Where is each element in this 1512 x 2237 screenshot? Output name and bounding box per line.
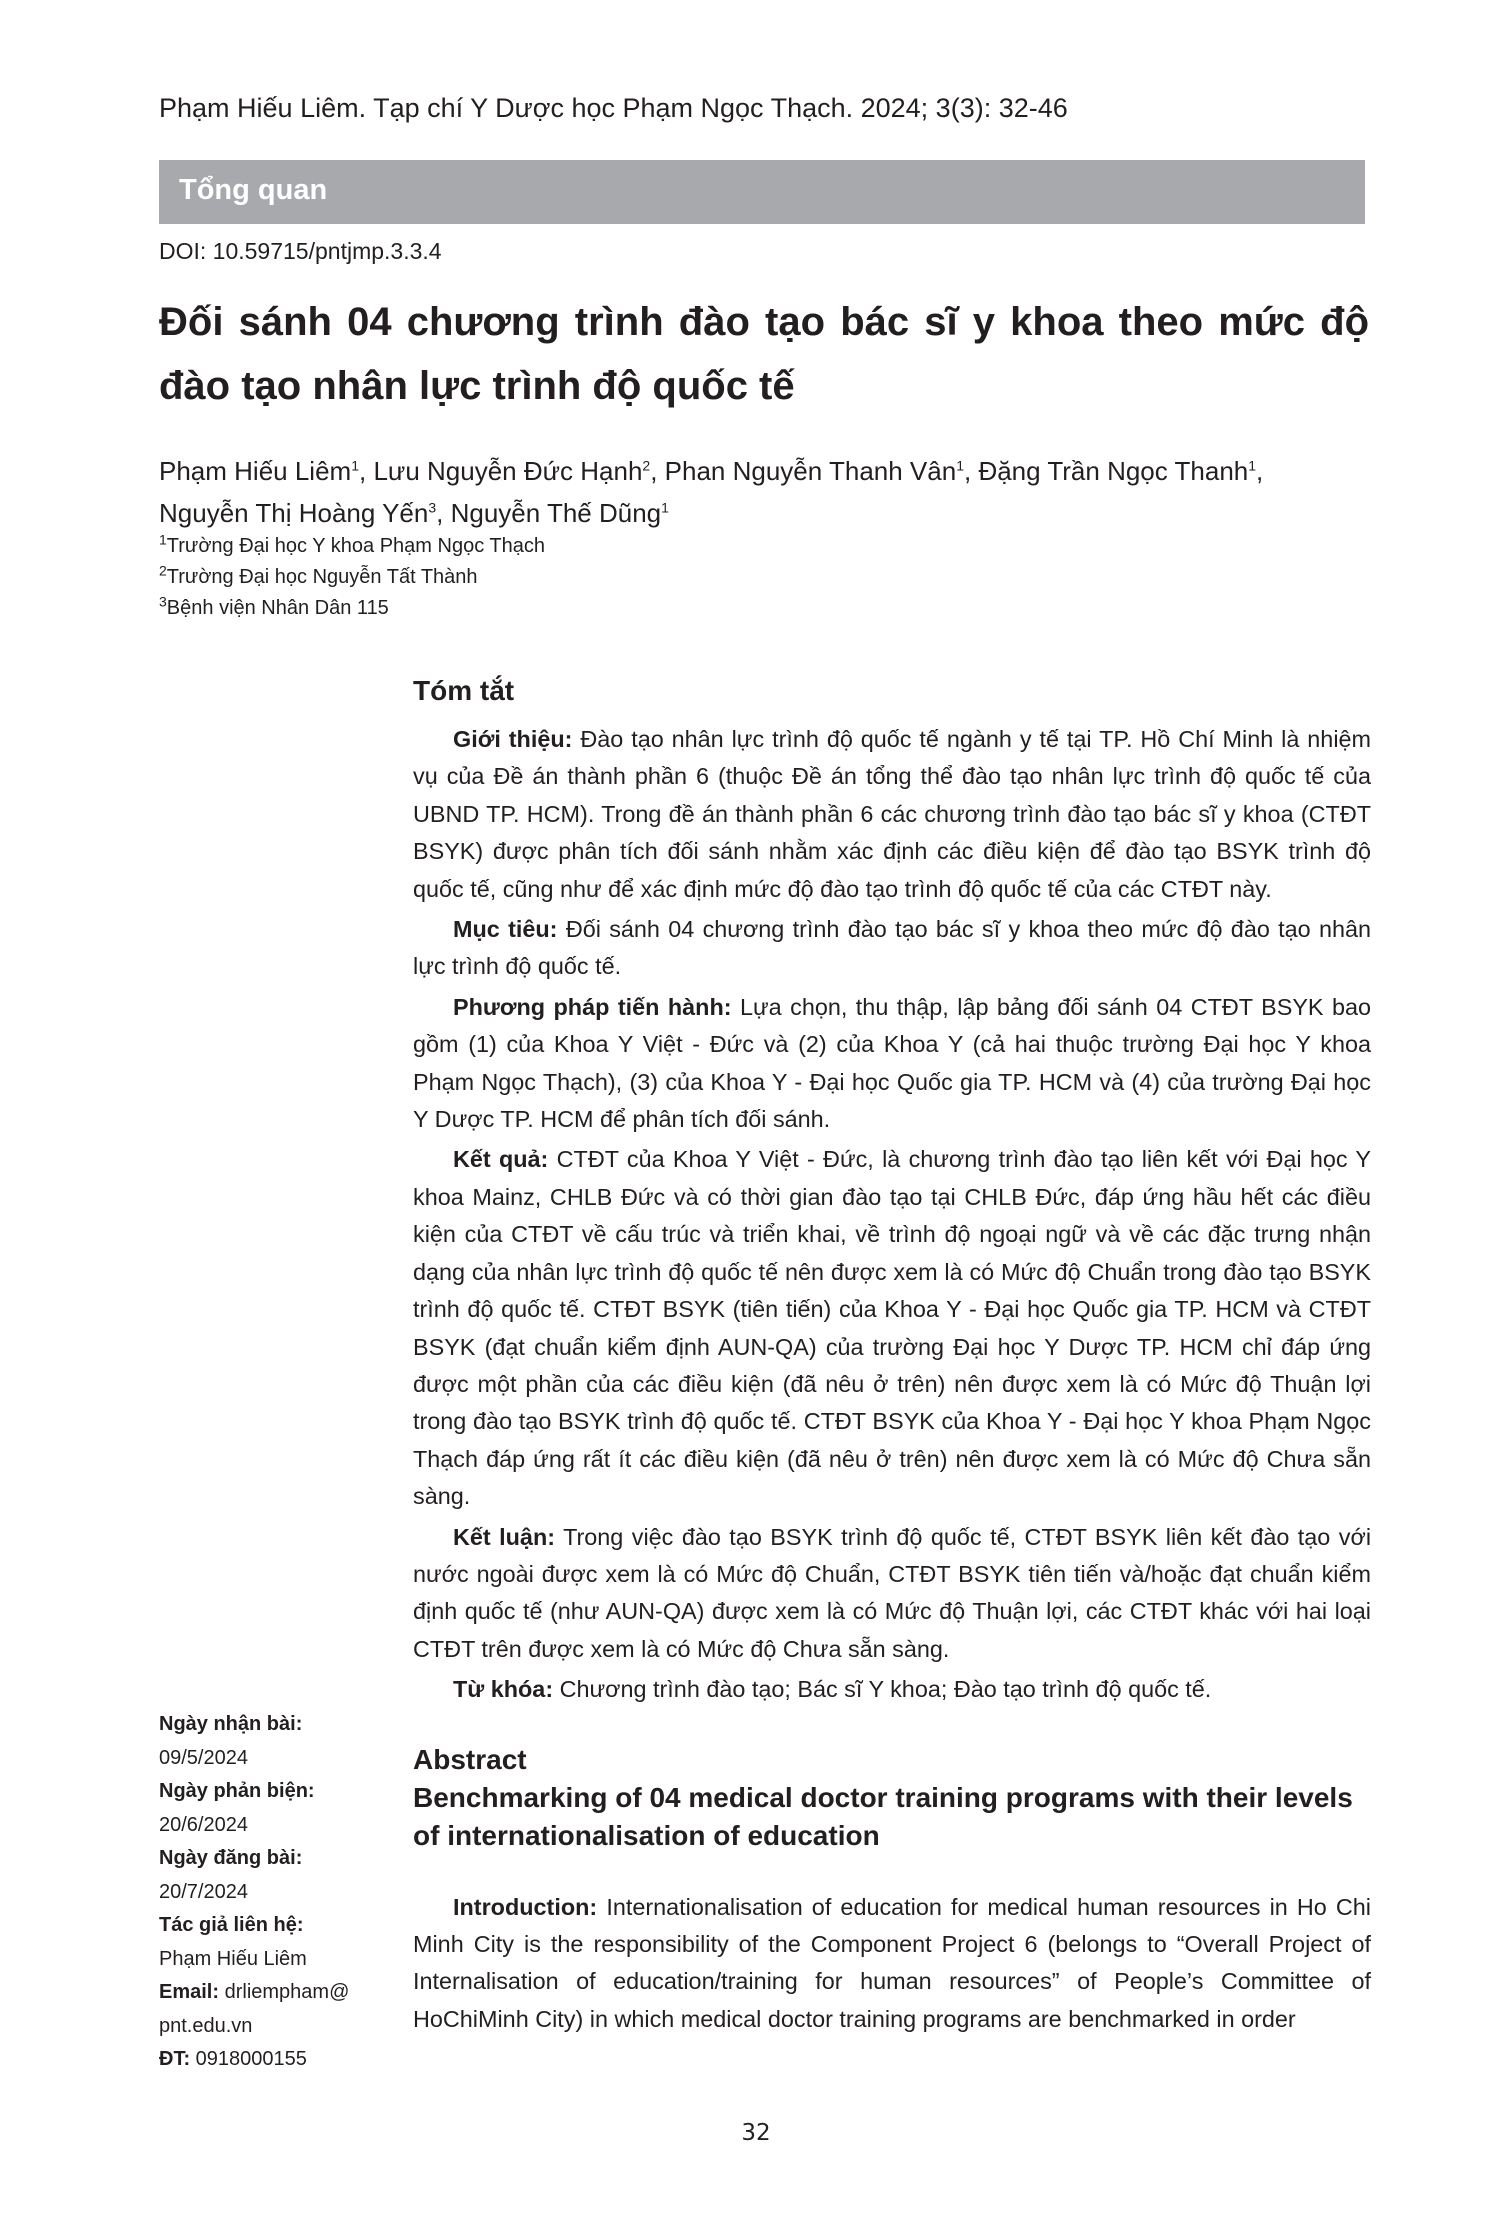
section-label: Tổng quan bbox=[179, 174, 328, 206]
received-label: Ngày nhận bài: bbox=[159, 1713, 303, 1735]
author: Lưu Nguyễn Đức Hạnh$^2$ bbox=[373, 456, 651, 486]
abstract-paragraph: Introduction: Internationalisation of education for medical human resources in Ho Chi Minh City is the responsibility of the Component Project 6 (belongs to “Overall Project of Internalisation of education/training for human resources” of People’s Committee of HoChiMinh City) in which medical doctor training programs are benchmarked in order bbox=[413, 1893, 1371, 2032]
author: Phạm Hiếu Liêm$^1$ bbox=[159, 456, 359, 486]
author: Nguyễn Thế Dũng$^1$ bbox=[450, 498, 669, 528]
published-date: 20/7/2024 bbox=[159, 1880, 248, 1903]
abstract-column bbox=[413, 675, 1371, 2041]
abstract-paragraph: Phương pháp tiến hành: Lựa chọn, thu thập, lập bảng đối sánh 04 CTĐT BSYK bao gồm (1) của Khoa Y Việt - Đức và (2) của Khoa Y (cả hai thuộc trường Đại học Y khoa Phạm Ngọc Thạch), (3) của Khoa Y - Đại học Quốc gia TP. HCM và (4) của trường Đại học Y Dược TP. HCM để phân tích đối sánh. bbox=[413, 993, 1372, 1133]
abstract-paragraph: Kết quả: CTĐT của Khoa Y Việt - Đức, là chương trình đào tạo liên kết với Đại học Y khoa Mainz, CHLB Đức và có thời gian đào tạo tại CHLB Đức, đáp ứng hầu hết các điều kiện của CTĐT về cấu trúc và triển khai, về trình độ ngoại ngữ và về các đặc trưng nhận dạng của nhân lực trình độ quốc tế nên được xem là có Mức độ Chuẩn trong đào tạo BSYK trình độ quốc tế. CTĐT BSYK (tiên tiến) của Khoa Y - Đại học Quốc gia TP. HCM và CTĐT BSYK (đạt chuẩn kiểm định AUN-QA) của trường Đại học Y Dược TP. HCM chỉ đáp ứng được một phần của các điều kiện (đã nêu ở trên) nên được xem là có Mức độ Thuận lợi trong đào tạo BSYK trình độ quốc tế. CTĐT BSYK của Khoa Y - Đại học Y khoa Phạm Ngọc Thạch đáp ứng rất ít các điều kiện (đã nêu ở trên) nên được xem là có Mức độ Chưa sẵn sàng. bbox=[413, 1146, 1372, 1510]
phone-line: ĐT: 0918000155 bbox=[159, 2048, 307, 2070]
author: Nguyễn Thị Hoàng Yến$^3$ bbox=[159, 498, 437, 528]
affiliation-list bbox=[159, 531, 545, 624]
review-date: 20/6/2024 bbox=[159, 1813, 248, 1836]
english-title: Benchmarking of 04 medical doctor training programs with their levels of internationalisation of education bbox=[413, 1781, 1353, 1851]
email-line: Email: drliempham@ bbox=[159, 1981, 350, 2003]
email-address: drliempham@ bbox=[224, 1981, 350, 2003]
author: Phan Nguyễn Thanh Vân$^1$ bbox=[664, 456, 964, 486]
abstract-vi-heading: Tóm tắt bbox=[413, 675, 515, 706]
running-head: Phạm Hiếu Liêm. Tạp chí Y Dược học Phạm Ngọc Thạch. 2024; 3(3): 32-46 bbox=[159, 93, 1068, 123]
abstract-paragraph: Giới thiệu: Đào tạo nhân lực trình độ quốc tế ngành y tế tại TP. Hồ Chí Minh là nhiệm vụ của Đề án thành phần 6 (thuộc Đề án tổng thể đào tạo nhân lực trình độ quốc tế của UBND TP. HCM). Trong đề án thành phần 6 các chương trình đào tạo bác sĩ y khoa (CTĐT BSYK) được phân tích đối sánh nhằm xác định các điều kiện để đào tạo BSYK trình độ quốc tế, cũng như để xác định mức độ đào tạo trình độ quốc tế của các CTĐT này. bbox=[413, 726, 1372, 902]
keywords: Từ khóa: Chương trình đào tạo; Bác sĩ Y khoa; Đào tạo trình độ quốc tế. bbox=[453, 1676, 1212, 1703]
corresponding-label: Tác giả liên hệ: bbox=[159, 1914, 304, 1936]
review-label: Ngày phản biện: bbox=[159, 1780, 315, 1802]
abstract-paragraph: Kết luận: Trong việc đào tạo BSYK trình độ quốc tế, CTĐT BSYK liên kết đào tạo với nước ngoài được xem là có Mức độ Chuẩn, CTĐT BSYK tiên tiến và/hoặc đạt chuẩn kiểm định quốc tế (như AUN-QA) được xem là có Mức độ Thuận lợi, các CTĐT khác với hai loại CTĐT trên được xem là có Mức độ Chưa sẵn sàng. bbox=[413, 1523, 1372, 1662]
author-list: Phạm Hiếu Liêm$^1$, Lưu Nguyễn Đức Hạnh$^2$, Phan Nguyễn Thanh Vân$^1$, Đặng Trần Ngọc Thanh$^1$, Nguyễn Thị Hoàng Yến$^3$, Nguyễn Thế Dũng$^1$ bbox=[159, 456, 1264, 528]
corresponding-name: Phạm Hiếu Liêm bbox=[159, 1947, 307, 1970]
page-number: 32 bbox=[741, 2120, 771, 2146]
received-date: 09/5/2024 bbox=[159, 1746, 248, 1769]
email-address-cont: pnt.edu.vn bbox=[159, 2014, 253, 2037]
abstract-en-heading: Abstract bbox=[413, 1743, 527, 1775]
author: Đặng Trần Ngọc Thanh$^1$ bbox=[978, 456, 1257, 486]
affiliation: $^2$Trường Đại học Nguyễn Tất Thành bbox=[159, 562, 478, 588]
abstract-paragraph: Mục tiêu: Đối sánh 04 chương trình đào tạo bác sĩ y khoa theo mức độ đào tạo nhân lực trình độ quốc tế. bbox=[413, 916, 1372, 980]
affiliation: $^3$Bệnh viện Nhân Dân 115 bbox=[159, 593, 389, 619]
doi: DOI: 10.59715/pntjmp.3.3.4 bbox=[159, 238, 442, 264]
section-bar bbox=[159, 160, 1365, 224]
affiliation: $^1$Trường Đại học Y khoa Phạm Ngọc Thạch bbox=[159, 531, 545, 557]
article-info-sidebar bbox=[159, 1708, 399, 2077]
published-label: Ngày đăng bài: bbox=[159, 1847, 303, 1869]
article-title: Đối sánh 04 chương trình đào tạo bác sĩ y khoa theo mức độ đào tạo nhân lực trình độ quốc tế bbox=[159, 300, 1369, 408]
